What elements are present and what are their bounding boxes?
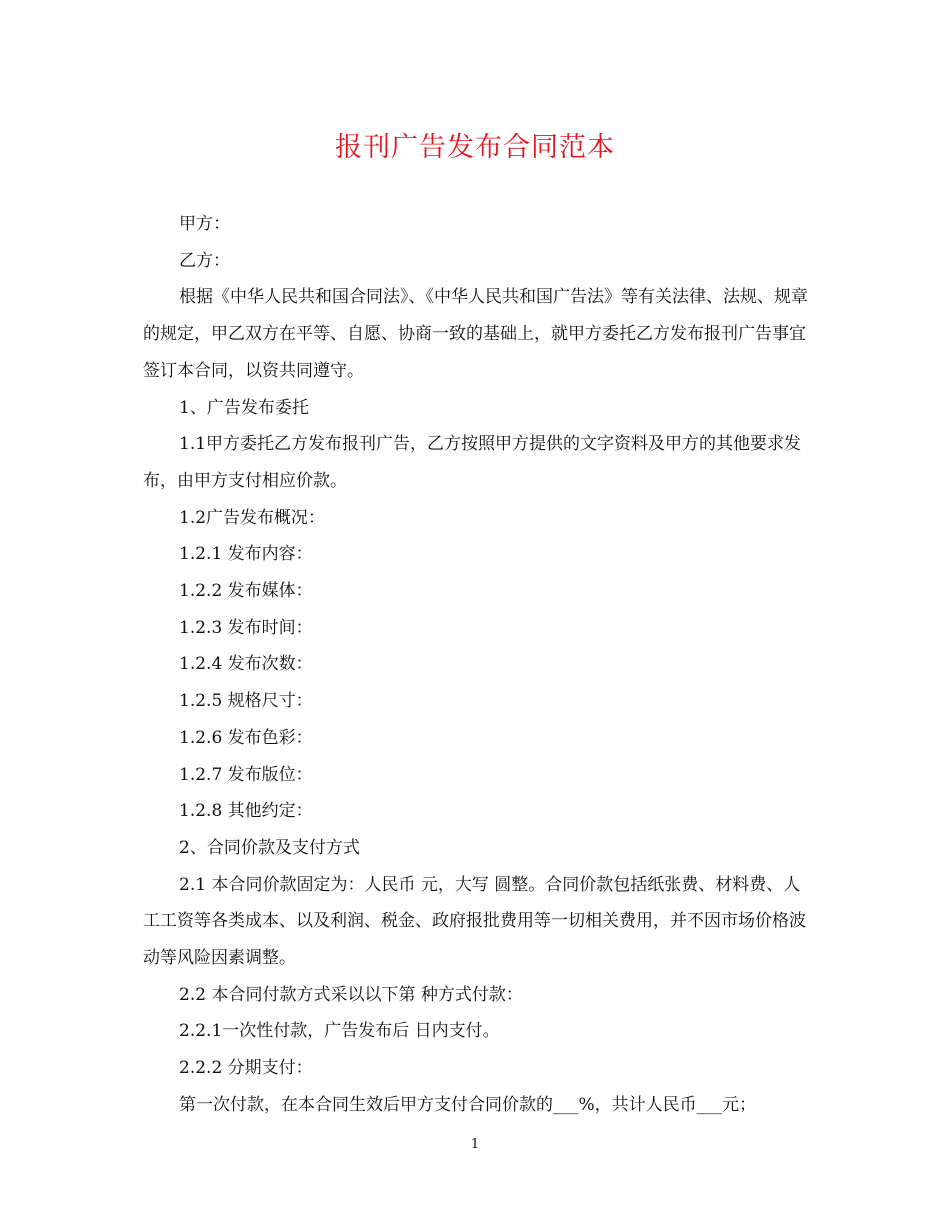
clause-1-2-8: 1.2.8 其他约定： [179,801,313,822]
clause-1-2-3: 1.2.3 发布时间： [179,617,313,638]
clause-2-2: 2.2 本合同付款方式采以以下第 种方式付款： [179,984,523,1005]
clause-2-2-2: 2.2.2 分期支付： [179,1058,313,1079]
paragraph-preamble: 根据《中华人民共和国合同法》、《中华人民共和国广告法》等有关法律、法规、规章的规定，甲乙双方在平等、自愿、协商一致的基础上，就甲方委托乙方发布报刊广告事宜签订本合同，以资共同遵守。 [143,287,808,381]
clause-first-payment: 第一次付款，在本合同生效后甲方支付合同价款的___%，共计人民币___元； [179,1094,757,1115]
clause-1-2-6: 1.2.6 发布色彩： [179,727,313,748]
paragraph-party-a: 甲方： [179,214,230,234]
page-number: 1 [470,1137,480,1152]
document-body [143,206,813,1124]
clause-1-2-7: 1.2.7 发布版位： [179,764,313,785]
clause-1-1: 1.1甲方委托乙方发布报刊广告，乙方按照甲方提供的文字资料及甲方的其他要求发布，由甲方支付相应价款。 [143,434,802,491]
paragraph-party-b: 乙方： [179,250,230,271]
section-heading-1: 1、广告发布委托 [179,397,309,418]
clause-2-1: 2.1 本合同价款固定为：人民币 元，大写 圆整。合同价款包括纸张费、材料费、人工工资等各类成本、以及利润、税金、政府报批费用等一切相关费用，并不因市场价格波动等风险因素调整。 [143,874,806,969]
clause-1-2-1: 1.2.1 发布内容： [179,544,313,565]
clause-1-2-2: 1.2.2 发布媒体： [179,581,313,602]
section-heading-2: 2、合同价款及支付方式 [179,837,360,858]
document-title: 报刊广告发布合同范本 [335,132,615,163]
clause-1-2: 1.2广告发布概况： [179,507,326,528]
clause-2-2-1: 2.2.1一次性付款，广告发布后 日内支付。 [179,1021,500,1042]
clause-1-2-4: 1.2.4 发布次数： [179,654,313,675]
clause-1-2-5: 1.2.5 规格尺寸： [179,691,313,712]
